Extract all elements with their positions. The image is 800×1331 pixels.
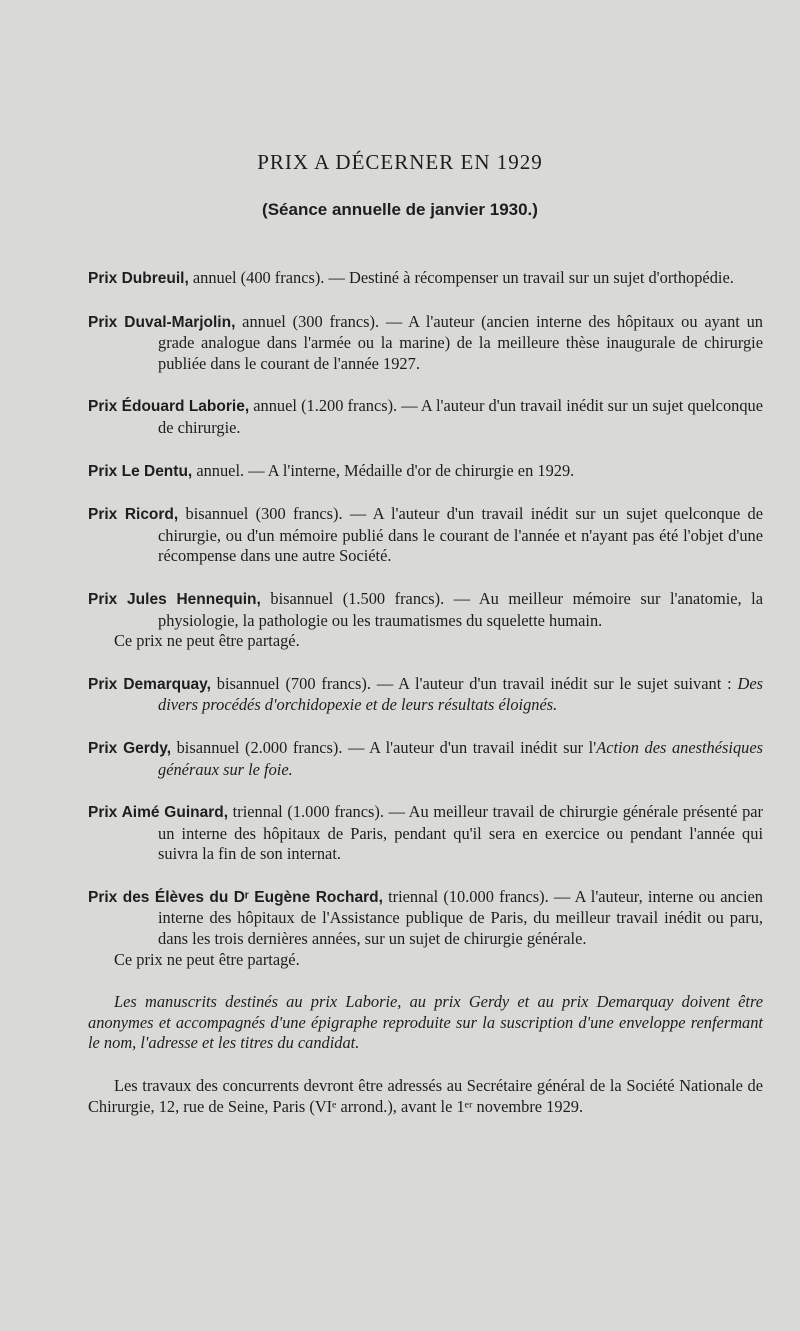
prize-edouard-laborie: [88, 396, 763, 438]
prize-name: Prix Ricord,: [88, 506, 179, 524]
prize-name: Prix Le Dentu,: [88, 462, 193, 480]
prize-ricord: [88, 504, 763, 567]
prize-name: Prix Jules Hennequin,: [88, 590, 261, 608]
prize-subject: Action des anesthésiques généraux sur le foie.: [158, 737, 764, 779]
prize-le-dentu: [88, 461, 763, 483]
prize-name: Prix Dubreuil,: [88, 270, 189, 287]
prize-name: Prix Duval-Marjolin,: [88, 313, 236, 331]
prize-name: Prix Demarquay,: [88, 675, 211, 693]
prize-text: annuel (300 francs). — A l'auteur (ancien interne des hôpitaux ou ayant un grade analogue dans l'armée ou la marine) de la meilleure thèse inaugurale de chirurgie publiée dans le courant de l'année 1927.: [158, 311, 763, 373]
prize-name: Prix Édouard Laborie,: [88, 398, 250, 416]
document-body: [88, 268, 763, 1117]
prize-text: triennal (10.000 francs). — A l'auteur, interne ou ancien interne des hôpitaux de l'Assistance publique de Paris, du meilleur travail inédit ou paru, dans les trois dernières années, sur un sujet de chirurgie générale.: [158, 886, 763, 949]
prize-eleves-rochard: [88, 887, 763, 970]
prize-aime-guinard: [88, 802, 763, 865]
prize-text: triennal (1.000 francs). — Au meilleur travail de chirurgie générale présenté par un interne des hôpitaux de Paris, pendant qu'il sera en exercice ou pendant l'année qui suivra la fin de son internat.: [158, 802, 763, 864]
prize-text: annuel (400 francs). — Destiné à récompenser un travail sur un sujet d'orthopédie.: [188, 268, 734, 287]
prize-text: bisannuel (700 francs). — A l'auteur d'un travail inédit sur le sujet suivant :: [210, 673, 738, 693]
prize-name: Prix Gerdy,: [88, 739, 172, 757]
prize-text: annuel (1.200 francs). — A l'auteur d'un travail inédit sur un sujet quelconque de chirurgie.: [158, 396, 764, 437]
prize-text: bisannuel (2.000 francs). — A l'auteur d'un travail inédit sur l': [171, 737, 597, 757]
prize-note: Ce prix ne peut être partagé.: [114, 631, 300, 651]
prize-text: annuel. — A l'interne, Médaille d'or de chirurgie en 1929.: [192, 460, 575, 480]
submission-notice: Les travaux des concurrents devront être adressés au Secrétaire général de la Société Nationale de Chirurgie, 12, rue de Seine, Paris (VIᵉ arrond.), avant le 1ᵉʳ novembre 1929.: [88, 1076, 763, 1116]
prize-gerdy: [88, 738, 763, 780]
prize-jules-hennequin: [88, 589, 763, 652]
prize-subject: Des divers procédés d'orchidopexie et de leurs résultats éloignés.: [158, 673, 764, 715]
manuscript-notice: Les manuscrits destinés au prix Laborie, au prix Gerdy et au prix Demarquay doivent être anonymes et accompagnés d'une épigraphe reproduite sur la suscription d'une enveloppe renfermant le nom, l'adresse et les titres du candidat.: [88, 992, 763, 1053]
prize-name: Prix des Élèves du Dʳ Eugène Rochard,: [88, 888, 383, 906]
prize-duval-marjolin: [88, 312, 763, 375]
prize-dubreuil: [88, 268, 763, 290]
page-subtitle: (Séance annuelle de janvier 1930.): [262, 200, 538, 219]
prize-name: Prix Aimé Guinard,: [88, 804, 229, 822]
prize-note: Ce prix ne peut être partagé.: [114, 949, 300, 969]
prize-text: bisannuel (300 francs). — A l'auteur d'un travail inédit sur un sujet quelconque de chirurgie, ou d'un mémoire publié dans le courant de l'année et n'ayant pas été l'objet d'une récompense dans une autre Société.: [158, 504, 763, 566]
page-title: PRIX A DÉCERNER EN 1929: [257, 150, 543, 174]
prize-text: bisannuel (1.500 francs). — Au meilleur mémoire sur l'anatomie, la physiologie, la pathologie ou les traumatismes du squelette humain.: [158, 588, 764, 630]
prize-demarquay: [88, 674, 763, 716]
